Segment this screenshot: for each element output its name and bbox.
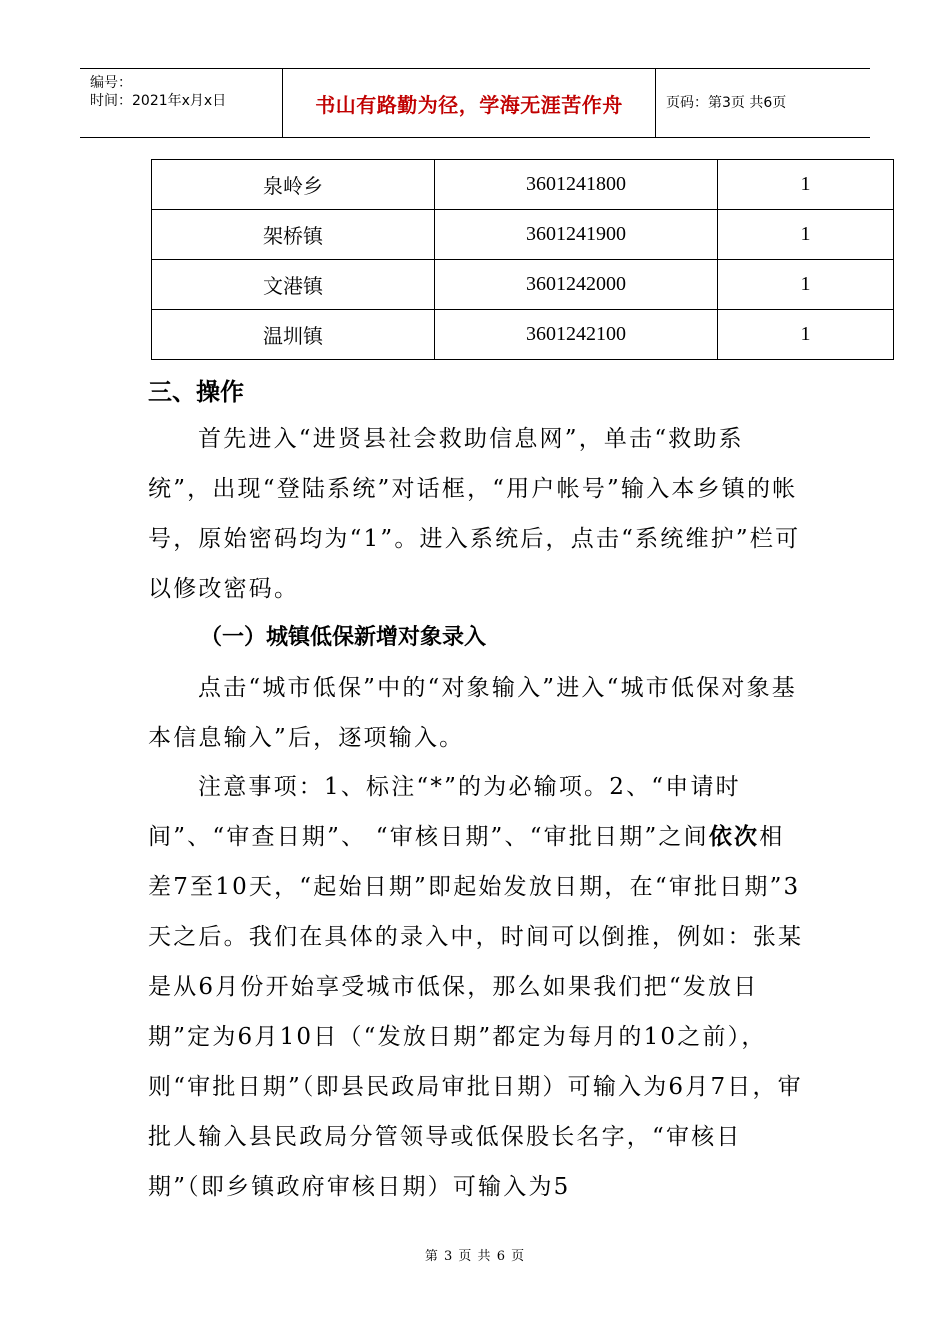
table-row [152, 310, 894, 360]
header-meta [80, 69, 282, 137]
paragraph-entry [148, 663, 808, 763]
paragraph-entry-text: 点击“城市低保”中的“对象输入”进入“城市低保对象基本信息输入”后，逐项输入。 [148, 675, 797, 751]
doc-date-label: 时间：2021年x月x日 [90, 93, 227, 109]
header-motto: 书山有路勤为径，学海无涯苦作舟 [315, 92, 623, 117]
paragraph-intro-text: 首先进入“进贤县社会救助信息网”，单击“救助系统”，出现“登陆系统”对话框，“用户帐号”输入本乡镇的帐号，原始密码均为“1”。进入系统后，点击“系统维护”栏可以修改密码。 [148, 426, 801, 602]
section-heading: 三、操作 [148, 377, 244, 406]
table-cell-code: 3601242000 [435, 260, 718, 310]
table-cell-name: 架桥镇 [152, 210, 435, 260]
table-cell-count: 1 [718, 160, 894, 210]
table-cell-count: 1 [718, 310, 894, 360]
paragraph-notes-text-b: 相差7至10天，“起始日期”即起始发放日期，在“审批日期”3天之后。我们在具体的录入中，时间可以倒推，例如：张某是从6月份开始享受城市低保，那么如果我们把“发放日期”定为6月10日（“发放日期”都定为每月的10之前），则“审批日期”（即县民政局审批日期）可输入为6月7日，审批人输入县民政局分管领导或低保股长名字，“审核日期”（即乡镇政府审核日期）可输入为5 [148, 824, 804, 1200]
table-row [152, 160, 894, 210]
table-row [152, 210, 894, 260]
header-page-info: 页码：第3页 共6页 [666, 95, 787, 111]
table-cell-count: 1 [718, 210, 894, 260]
township-code-table [151, 159, 894, 360]
table-cell-name: 文港镇 [152, 260, 435, 310]
paragraph-notes [148, 762, 808, 1212]
table-cell-name: 泉岭乡 [152, 160, 435, 210]
header-motto-cell [282, 69, 656, 137]
table-cell-name: 温圳镇 [152, 310, 435, 360]
table-cell-count: 1 [718, 260, 894, 310]
subsection-heading: （一）城镇低保新增对象录入 [200, 625, 487, 650]
paragraph-notes-emphasis: 依次 [708, 823, 760, 850]
page-header [80, 68, 870, 138]
paragraph-intro [148, 414, 808, 614]
table-row [152, 260, 894, 310]
doc-number-label: 编号： [90, 75, 132, 91]
page-footer: 第 3 页 共 6 页 [424, 1249, 526, 1264]
paragraph-notes-text-a: 注意事项：1、标注“*”的为必输项。2、“申请时间”、“审查日期”、 “审核日期”、“审批日期”之间 [148, 774, 741, 850]
header-page-cell [656, 69, 870, 137]
table-cell-code: 3601242100 [435, 310, 718, 360]
table-cell-code: 3601241800 [435, 160, 718, 210]
table-cell-code: 3601241900 [435, 210, 718, 260]
